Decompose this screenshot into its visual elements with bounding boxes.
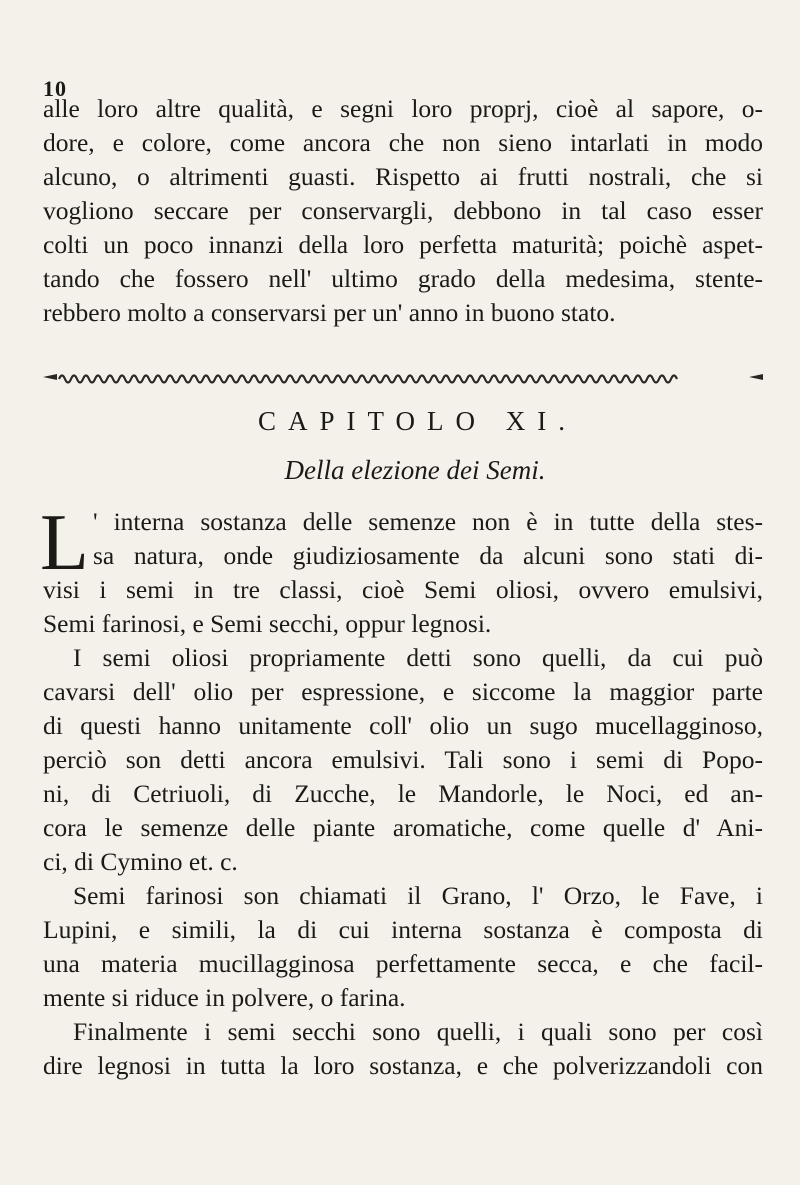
page-number: 10 [43, 76, 67, 101]
chapter-title: CAPITOLO XI. [258, 406, 577, 436]
text-line: ' interna sostanza delle semenze non è in tutte della stes- [93, 507, 763, 536]
text-line: Semi farinosi son chiamati il Grano, l' Orzo, le Fave, i [73, 881, 763, 910]
text-line: Semi farinosi, e Semi secchi, oppur legnosi. [43, 609, 492, 638]
text-line: tando che fossero nell' ultimo grado della medesima, stente- [43, 264, 763, 293]
decorative-rule [43, 370, 763, 384]
text-line: I semi oliosi propriamente detti sono quelli, da cui può [73, 643, 763, 672]
drop-cap: L [40, 499, 89, 587]
text-line: cora le semenze delle piante aromatiche, come quelle d' Ani- [43, 813, 763, 842]
text-line: ni, di Cetriuoli, di Zucche, le Mandorle, le Noci, ed an- [43, 779, 763, 808]
text-line: di questi hanno unitamente coll' olio un sugo mucellagginoso, [43, 711, 763, 740]
text-line: Finalmente i semi secchi sono quelli, i quali sono per così [73, 1017, 763, 1046]
text-line: perciò son detti ancora emulsivi. Tali sono i semi di Popo- [43, 745, 763, 774]
text-line: mente si riduce in polvere, o farina. [43, 983, 406, 1012]
text-line: alcuno, o altrimenti guasti. Rispetto ai frutti nostrali, che si [43, 162, 763, 191]
text-line: cavarsi dell' olio per espressione, e siccome la maggior parte [43, 677, 763, 706]
text-line: sa natura, onde giudiziosamente da alcuni sono stati di- [93, 541, 763, 570]
text-line: una materia mucillagginosa perfettamente secca, e che facil- [43, 949, 763, 978]
paragraph-intro [43, 92, 763, 330]
chapter-subtitle: Della elezione dei Semi. [284, 455, 546, 485]
text-line: colti un poco innanzi della loro perfetta maturità; poichè aspet- [43, 230, 763, 259]
text-line: Lupini, e simili, la di cui interna sostanza è composta di [43, 915, 763, 944]
chapter-body [43, 505, 763, 1083]
text-line: ci, di Cymino et. c. [43, 847, 238, 876]
text-line: alle loro altre qualità, e segni loro proprj, cioè al sapore, o- [43, 94, 763, 123]
text-line: visi i semi in tre classi, cioè Semi oliosi, ovvero emulsivi, [43, 575, 763, 604]
text-line: dire legnosi in tutta la loro sostanza, e che polverizzandoli con [43, 1051, 763, 1080]
text-line: rebbero molto a conservarsi per un' anno in buono stato. [43, 298, 616, 327]
text-line: dore, e colore, come ancora che non sieno intarlati in modo [43, 128, 763, 157]
text-line: vogliono seccare per conservargli, debbono in tal caso esser [43, 196, 763, 225]
